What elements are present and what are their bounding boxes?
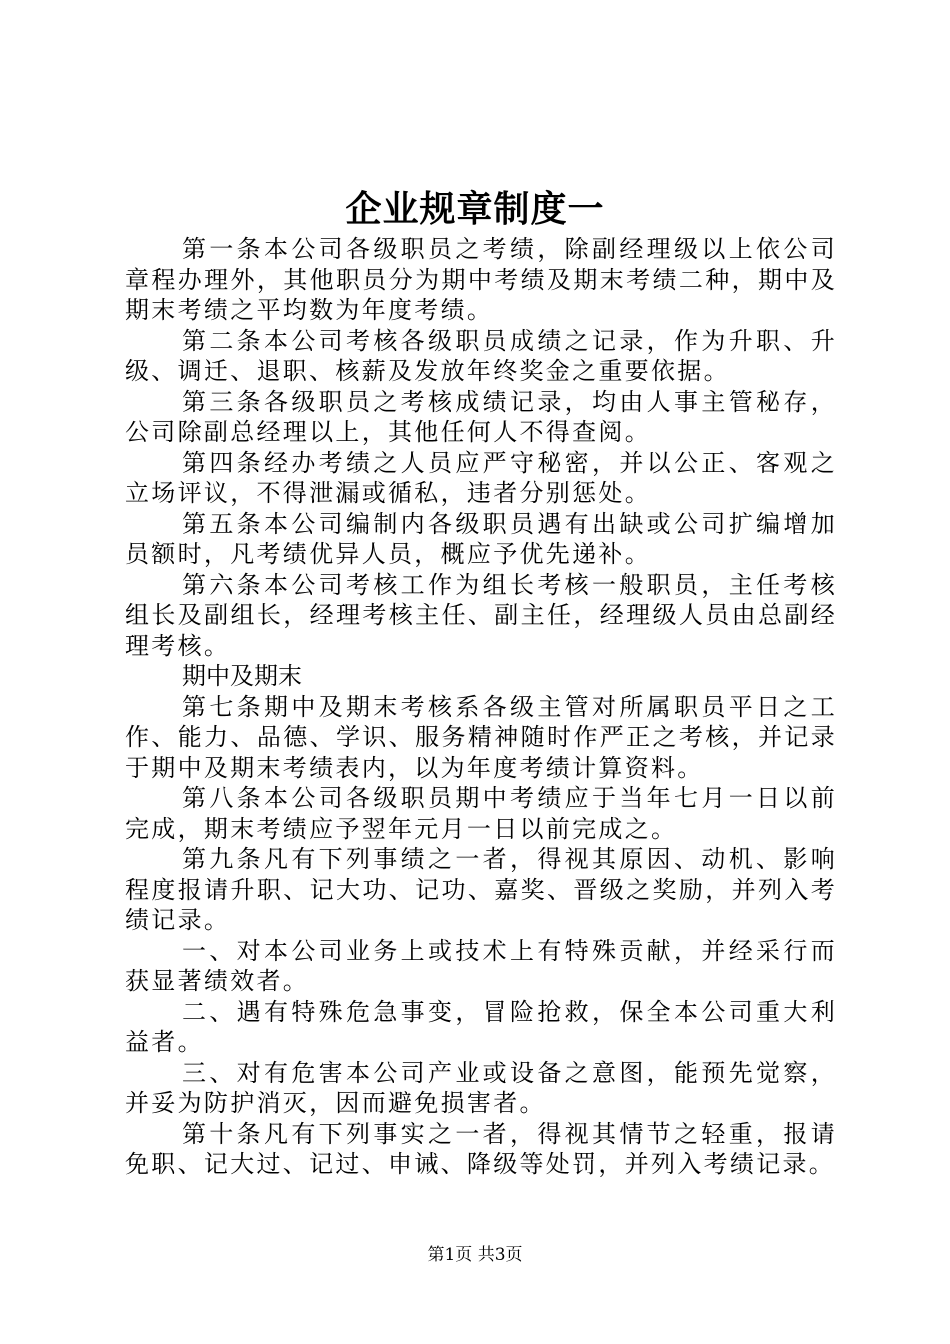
document-body bbox=[125, 234, 837, 1180]
paragraph-item-2: 二、遇有特殊危急事变，冒险抢救，保全本公司重大利益者。 bbox=[125, 997, 837, 1056]
paragraph-article-1: 第一条本公司各级职员之考绩，除副经理级以上依公司章程办理外，其他职员分为期中考绩及期末考绩二种，期中及期末考绩之平均数为年度考绩。 bbox=[125, 235, 837, 324]
paragraph-article-10: 第十条凡有下列事实之一者，得视其情节之轻重，报请免职、记大过、记过、申诫、降级等处罚，并列入考绩记录。 bbox=[125, 1119, 837, 1178]
page-number-footer: 第1页 共3页 bbox=[427, 1245, 523, 1265]
paragraph-article-4: 第四条经办考绩之人员应严守秘密，并以公正、客观之立场评议，不得泄漏或循私，违者分别惩处。 bbox=[125, 448, 837, 507]
paragraph-article-6: 第六条本公司考核工作为组长考核一般职员，主任考核组长及副组长，经理考核主任、副主任，经理级人员由总副经理考核。 bbox=[125, 570, 837, 660]
paragraph-article-8: 第八条本公司各级职员期中考绩应于当年七月一日以前完成，期末考绩应予翌年元月一日以前完成之。 bbox=[125, 784, 837, 843]
paragraph-article-9: 第九条凡有下列事绩之一者，得视其原因、动机、影响程度报请升职、记大功、记功、嘉奖、晋级之奖励，并列入考绩记录。 bbox=[125, 845, 837, 934]
paragraph-article-5: 第五条本公司编制内各级职员遇有出缺或公司扩编增加员额时，凡考绩优异人员，概应予优先递补。 bbox=[125, 509, 837, 568]
section-heading-midterm-endterm: 期中及期末 bbox=[182, 662, 302, 690]
paragraph-item-1: 一、对本公司业务上或技术上有特殊贡献，并经采行而获显著绩效者。 bbox=[125, 936, 837, 995]
paragraph-article-3: 第三条各级职员之考核成绩记录，均由人事主管秘存，公司除副总经理以上，其他任何人不得查阅。 bbox=[125, 387, 837, 446]
paragraph-article-2: 第二条本公司考核各级职员成绩之记录，作为升职、升级、调迁、退职、核薪及发放年终奖金之重要依据。 bbox=[125, 326, 837, 385]
document-title: 企业规章制度一 bbox=[345, 188, 605, 230]
paragraph-article-7: 第七条期中及期末考核系各级主管对所属职员平日之工作、能力、品德、学识、服务精神随时作严正之考核，并记录于期中及期末考绩表内，以为年度考绩计算资料。 bbox=[125, 692, 837, 782]
paragraph-item-3: 三、对有危害本公司产业或设备之意图，能预先觉察，并妥为防护消灭，因而避免损害者。 bbox=[125, 1058, 837, 1117]
